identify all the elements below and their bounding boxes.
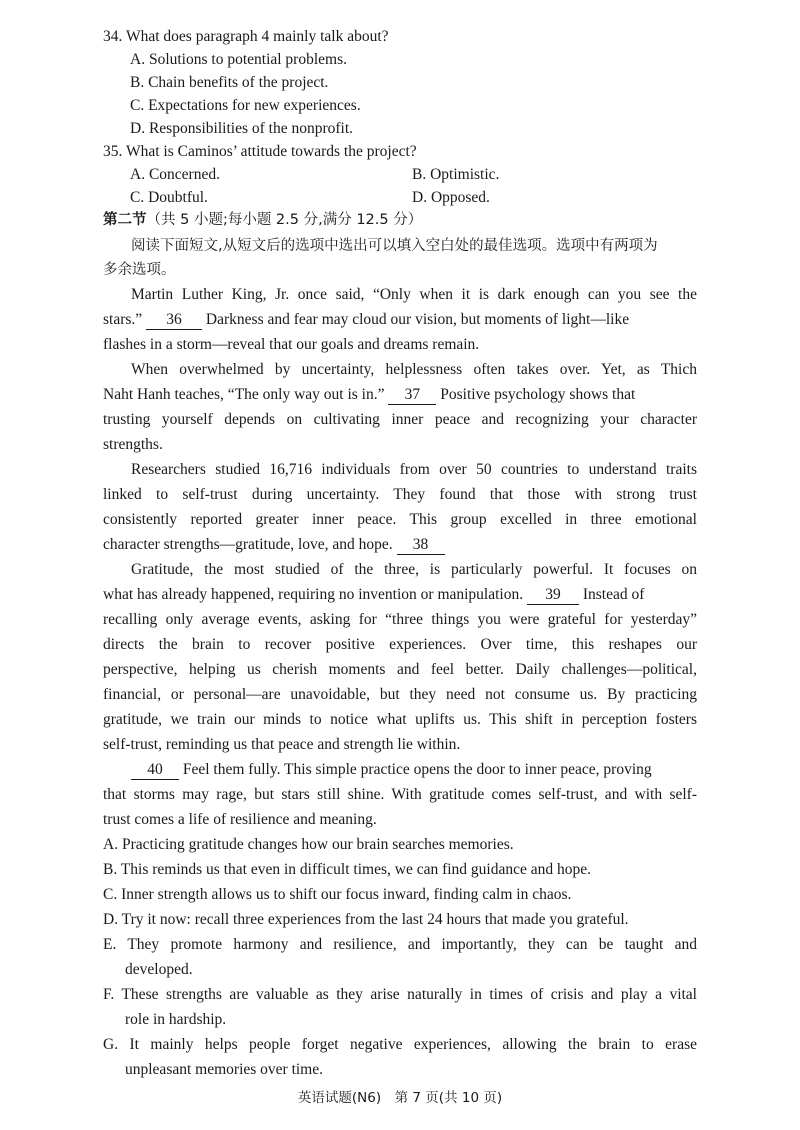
- question-34-option-b: B. Chain benefits of the project.: [130, 74, 329, 91]
- blank-39: 39: [527, 586, 579, 605]
- question-35-option-d: D. Opposed.: [412, 189, 490, 206]
- blank-36: 36: [146, 311, 202, 330]
- passage-text: Darkness and fear may cloud our vision, but moments of light—like: [205, 311, 630, 328]
- passage-p3-line-4: [103, 535, 445, 555]
- passage-p2-line-2: [103, 385, 635, 405]
- option-e-line-2: developed.: [125, 961, 193, 978]
- option-b: B. This reminds us that even in difficult times, we can find guidance and hope.: [103, 861, 592, 878]
- option-f-line-2: role in hardship.: [125, 1011, 227, 1028]
- passage-text: Instead of: [582, 586, 645, 603]
- passage-text: Naht Hanh teaches, “The only way out is in.”: [103, 386, 385, 403]
- passage-p3-line-1: Researchers studied 16,716 individuals from over 50 countries to understand traits: [131, 461, 697, 478]
- passage-p2-line-1: When overwhelmed by uncertainty, helplessness often takes over. Yet, as Thich: [131, 361, 697, 378]
- passage-p5-line-1: [131, 760, 652, 780]
- section-instruction-line-1: 阅读下面短文,从短文后的选项中选出可以填入空白处的最佳选项。选项中有两项为: [131, 238, 658, 254]
- passage-text: character strengths—gratitude, love, and hope.: [103, 536, 393, 553]
- option-f-line-1: F. These strengths are valuable as they arise naturally in times of crisis and play a vital: [103, 986, 697, 1003]
- passage-p3-line-3: consistently reported greater inner peace. This group excelled in three emotional: [103, 511, 697, 528]
- blank-40: 40: [131, 761, 179, 780]
- question-35-stem: 35. What is Caminos’ attitude towards the project?: [103, 143, 417, 160]
- question-34-option-d: D. Responsibilities of the nonprofit.: [130, 120, 354, 137]
- passage-text: stars.”: [103, 311, 143, 328]
- passage-p4-line-6: financial, or personal—are unavoidable, but they need not consume us. By practicing: [103, 686, 697, 703]
- question-35-option-c: C. Doubtful.: [130, 189, 208, 206]
- section-instruction-line-2: 多余选项。: [103, 262, 176, 278]
- option-a: A. Practicing gratitude changes how our brain searches memories.: [103, 836, 514, 853]
- passage-p4-line-1: Gratitude, the most studied of the three, is particularly powerful. It focuses on: [131, 561, 697, 578]
- passage-text: what has already happened, requiring no invention or manipulation.: [103, 586, 524, 603]
- passage-p2-line-4: strengths.: [103, 436, 163, 453]
- question-35-option-b: B. Optimistic.: [412, 166, 500, 183]
- passage-p1-line-3: flashes in a storm—reveal that our goals and dreams remain.: [103, 336, 480, 353]
- option-g-line-2: unpleasant memories over time.: [125, 1061, 323, 1078]
- passage-p5-line-2: that storms may rage, but stars still shine. With gratitude comes self-trust, and with self-: [103, 786, 697, 803]
- option-d: D. Try it now: recall three experiences from the last 24 hours that made you grateful.: [103, 911, 629, 928]
- passage-p2-line-3: trusting yourself depends on cultivating inner peace and recognizing your character: [103, 411, 697, 428]
- passage-p4-line-8: self-trust, reminding us that peace and strength lie within.: [103, 736, 461, 753]
- option-e-line-1: E. They promote harmony and resilience, and importantly, they can be taught and: [103, 936, 697, 953]
- passage-p5-line-3: trust comes a life of resilience and meaning.: [103, 811, 377, 828]
- passage-p4-line-2: [103, 585, 644, 605]
- blank-38: 38: [397, 536, 445, 555]
- question-34-stem: 34. What does paragraph 4 mainly talk about?: [103, 28, 389, 45]
- passage-p4-line-4: directs the brain to recover positive experiences. Over time, this reshapes our: [103, 636, 697, 653]
- section-title: 第二节: [103, 212, 147, 228]
- passage-text: Positive psychology shows that: [440, 386, 636, 403]
- page-footer: 英语试题(N6) 第 7 页(共 10 页): [297, 1090, 503, 1106]
- blank-37: 37: [388, 386, 436, 405]
- passage-p4-line-3: recalling only average events, asking for “three things you were grateful for yesterday”: [103, 611, 697, 628]
- question-35-option-a: A. Concerned.: [130, 166, 220, 183]
- option-c: C. Inner strength allows us to shift our focus inward, finding calm in chaos.: [103, 886, 572, 903]
- section-header: [103, 210, 422, 230]
- passage-p4-line-5: perspective, helping us cherish moments and feel better. Daily challenges—political,: [103, 661, 697, 678]
- passage-p3-line-2: linked to self-trust during uncertainty. They found that those with strong trust: [103, 486, 697, 503]
- question-34-option-a: A. Solutions to potential problems.: [130, 51, 347, 68]
- section-note: （共 5 小题;每小题 2.5 分,满分 12.5 分）: [146, 212, 423, 228]
- passage-p4-line-7: gratitude, we train our minds to notice what uplifts us. This shift in perception fosters: [103, 711, 697, 728]
- passage-p1-line-2: [103, 310, 629, 330]
- passage-text: Feel them fully. This simple practice opens the door to inner peace, proving: [182, 761, 652, 778]
- passage-p1-line-1: Martin Luther King, Jr. once said, “Only when it is dark enough can you see the: [131, 286, 697, 303]
- question-34-option-c: C. Expectations for new experiences.: [130, 97, 361, 114]
- option-g-line-1: G. It mainly helps people forget negative experiences, allowing the brain to erase: [103, 1036, 697, 1053]
